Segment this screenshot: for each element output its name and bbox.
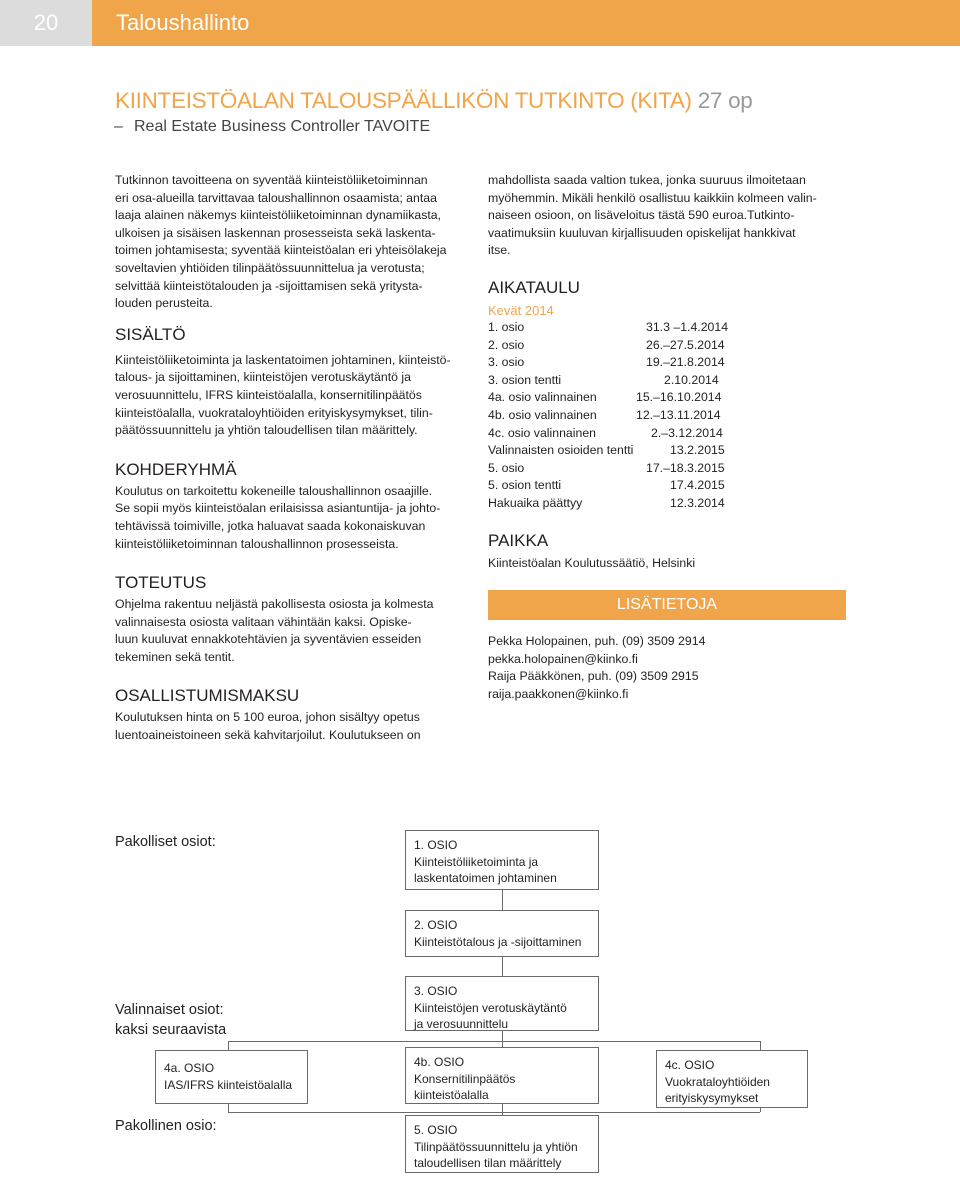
text-line: louden perusteita.: [115, 296, 213, 311]
text-line: kiinteistöliiketoiminnan taloushallinnon prosesseista.: [115, 536, 399, 551]
page-subtitle: [114, 118, 431, 136]
schedule-row: [488, 495, 848, 513]
schedule-row: [488, 442, 848, 460]
text-line: luun kuuluvat ennakkotehtävien ja syventävien esseiden: [115, 632, 422, 647]
cost-paragraph: [488, 172, 848, 260]
text-line: laaja alainen näkemys kiinteistöliiketoiminnan dynamiikasta,: [115, 208, 442, 223]
text-line: päätössuunnittelu ja yhtiön taloudellisen tilan määrittely.: [115, 423, 418, 438]
heading-osallistumismaksu: OSALLISTUMISMAKSU: [115, 686, 300, 706]
text-line: Se sopii myös kiinteistöalan erilaisissa asiantuntija- ja johto-: [115, 501, 441, 516]
kohderyhma-paragraph: [115, 483, 470, 553]
contact-email[interactable]: pekka.holopainen@kiinko.fi: [488, 651, 638, 666]
module-title: 2. OSIO: [414, 918, 458, 932]
schedule-label: 3. osio: [488, 355, 525, 370]
title-credits: 27 op: [697, 88, 753, 113]
text-line: tehtävissä toimiville, jotka haluavat saada kokonaiskuvan: [115, 518, 426, 533]
schedule-label: 1. osio: [488, 319, 525, 334]
schedule-date: 13.2.2015: [670, 443, 725, 458]
module-line: Konsernitilinpäätös: [414, 1071, 516, 1086]
schedule-label: 4a. osio valinnainen: [488, 390, 597, 405]
lisatietoja-button[interactable]: LISÄTIETOJA: [488, 590, 846, 620]
schedule-date: 12.3.2014: [670, 495, 725, 510]
module-box-2: [405, 910, 599, 957]
module-box-5: [405, 1115, 599, 1173]
schedule-row: [488, 425, 848, 443]
connector: [228, 1112, 760, 1113]
title-main: KIINTEISTÖALAN TALOUSPÄÄLLIKÖN TUTKINTO (KITA): [115, 88, 692, 113]
connector: [760, 1041, 761, 1050]
contact-line: Pekka Holopainen, puh. (09) 3509 2914: [488, 634, 706, 648]
module-line: taloudellisen tilan määrittely: [414, 1156, 562, 1170]
schedule-label: 4b. osio valinnainen: [488, 407, 597, 422]
text-line: talous- ja sijoittaminen, kiinteistöjen verotuskäytäntö ja: [115, 370, 411, 385]
heading-aikataulu: AIKATAULU: [488, 277, 580, 297]
text-line: Koulutus on tarkoitettu kokeneille taloushallinnon osaajille.: [115, 483, 433, 498]
schedule-date: 15.–16.10.2014: [636, 390, 722, 405]
connector: [760, 1108, 761, 1112]
module-line: Tilinpäätössuunnittelu ja yhtiön: [414, 1139, 578, 1154]
text-line: tekeminen sekä tentit.: [115, 649, 235, 664]
module-box-4c: [656, 1050, 808, 1108]
heading-toteutus: TOTEUTUS: [115, 573, 207, 593]
schedule-row: [488, 460, 848, 478]
module-line: laskentatoimen johtaminen: [414, 871, 557, 885]
text-line: eri osa-alueilla tarvittavaa taloushallinnon osaamista; antaa: [115, 190, 437, 205]
label-mandatory: Pakolliset osiot:: [115, 834, 216, 850]
schedule-row: [488, 389, 848, 407]
label-optional-line: Valinnaiset osiot:: [115, 1002, 224, 1018]
label-optional-line: kaksi seuraavista: [115, 1022, 227, 1038]
module-box-4b: [405, 1047, 599, 1104]
heading-kohderyhma: KOHDERYHMÄ: [115, 459, 237, 479]
connector: [502, 1031, 503, 1041]
schedule-date: 2.10.2014: [664, 372, 719, 387]
schedule-label: Hakuaika päättyy: [488, 495, 583, 510]
page-title: [115, 88, 753, 114]
module-line: erityiskysymykset: [665, 1091, 759, 1105]
text-line: toimen johtamisesta; syventää kiinteistöalan eri yhteisölakeja: [115, 243, 447, 258]
connector: [228, 1041, 229, 1050]
maksu-paragraph: [115, 709, 470, 744]
heading-paikka: PAIKKA: [488, 530, 549, 550]
paikka-text: Kiinteistöalan Koulutussäätiö, Helsinki: [488, 555, 696, 570]
module-title: 4b. OSIO: [414, 1055, 465, 1069]
module-line: kiinteistöalalla: [414, 1088, 489, 1102]
text-line: Koulutuksen hinta on 5 100 euroa, johon sisältyy opetus: [115, 710, 420, 725]
schedule-date: 26.–27.5.2014: [646, 337, 725, 352]
text-line: Tutkinnon tavoitteena on syventää kiinteistöliiketoiminnan: [115, 173, 428, 187]
module-box-1: [405, 830, 599, 890]
text-line: myöhemmin. Mikäli henkilö osallistuu kaikkiin kolmeen valin-: [488, 190, 817, 205]
schedule-date: 31.3 –1.4.2014: [646, 319, 729, 334]
module-line: Kiinteistöliiketoiminta ja: [414, 854, 539, 869]
schedule-row: [488, 407, 848, 425]
text-line: Kiinteistöliiketoiminta ja laskentatoimen johtaminen, kiinteistö-: [115, 352, 451, 367]
contact-line: Raija Pääkkönen, puh. (09) 3509 2915: [488, 669, 699, 684]
text-line: soveltavien yhtiöiden tilinpäätössuunnittelua ja verotusta;: [115, 260, 425, 275]
module-box-3: [405, 976, 599, 1031]
schedule-label: Valinnaisten osioiden tentti: [488, 443, 634, 458]
text-line: selvittää kiinteistötalouden ja -sijoittamisen sekä yritysta-: [115, 278, 423, 293]
contacts: [488, 633, 848, 703]
module-line: Kiinteistötalous ja -sijoittaminen: [414, 934, 582, 949]
schedule-label: 5. osion tentti: [488, 478, 562, 493]
right-column: [488, 172, 848, 572]
schedule-row: [488, 337, 848, 355]
connector: [502, 890, 503, 910]
module-line: IAS/IFRS kiinteistöalalla: [164, 1077, 293, 1092]
season-label: Kevät 2014: [488, 302, 554, 318]
module-title: 5. OSIO: [414, 1123, 458, 1137]
schedule-row: [488, 477, 848, 495]
connector: [502, 957, 503, 976]
text-line: kiinteistöalalla, vuokrataloyhtiöiden erityiskysymykset, tilin-: [115, 405, 433, 420]
text-line: itse.: [488, 243, 511, 258]
module-box-4a: [155, 1050, 308, 1104]
schedule-row: [488, 354, 848, 372]
label-optional: [115, 1000, 226, 1040]
module-title: 1. OSIO: [414, 838, 458, 852]
module-line: ja verosuunnittelu: [414, 1017, 509, 1031]
text-line: Ohjelma rakentuu neljästä pakollisesta osiosta ja kolmesta: [115, 597, 434, 612]
text-line: mahdollista saada valtion tukea, jonka suuruus ilmoitetaan: [488, 173, 806, 187]
subtitle-dash: –: [114, 118, 123, 135]
text-line: vaatimuksiin kuuluvan kirjallisuuden opiskelijat hankkivat: [488, 225, 796, 240]
left-column: [115, 172, 470, 745]
text-line: ulkoisen ja sisäisen laskennan prosesseista sekä laskenta-: [115, 225, 436, 240]
sisalto-paragraph: [115, 352, 470, 440]
schedule-date: 12.–13.11.2014: [636, 407, 721, 422]
connector: [228, 1041, 760, 1042]
module-line: Vuokrataloyhtiöiden: [665, 1074, 770, 1089]
page-number: 20: [0, 0, 92, 46]
heading-sisalto: SISÄLTÖ: [115, 324, 186, 344]
schedule-row: [488, 372, 848, 390]
schedule-label: 2. osio: [488, 337, 525, 352]
label-final: Pakollinen osio:: [115, 1118, 217, 1134]
toteutus-paragraph: [115, 596, 470, 666]
text-line: luentoaineistoineen sekä kahvitarjoilut. Koulutukseen on: [115, 728, 421, 743]
connector: [228, 1104, 229, 1112]
schedule-label: 4c. osio valinnainen: [488, 425, 597, 440]
schedule-date: 17.4.2015: [670, 478, 725, 493]
module-title: 3. OSIO: [414, 984, 458, 998]
schedule-date: 17.–18.3.2015: [646, 460, 725, 475]
schedule-date: 19.–21.8.2014: [646, 355, 725, 370]
module-title: 4a. OSIO: [164, 1061, 215, 1075]
subtitle-text: Real Estate Business Controller TAVOITE: [134, 118, 431, 135]
schedule-row: [488, 319, 848, 337]
schedule-label: 3. osion tentti: [488, 372, 562, 387]
schedule-date: 2.–3.12.2014: [651, 425, 723, 440]
schedule-list: [488, 319, 848, 513]
contact-email[interactable]: raija.paakkonen@kiinko.fi: [488, 686, 629, 701]
text-line: verosuunnittelu, IFRS kiinteistöalalla, konsernitilinpäätös: [115, 387, 422, 402]
text-line: naiseen osioon, on lisäveloitus tästä 590 euroa.Tutkinto-: [488, 208, 795, 223]
text-line: valinnaisesta osiosta valitaan vähintään kaksi. Opiske-: [115, 614, 412, 629]
schedule-label: 5. osio: [488, 460, 525, 475]
module-line: Kiinteistöjen verotuskäytäntö: [414, 1000, 567, 1015]
module-title: 4c. OSIO: [665, 1058, 715, 1072]
connector: [502, 1104, 503, 1115]
intro-paragraph: [115, 172, 470, 313]
section-title: Taloushallinto: [92, 0, 960, 46]
